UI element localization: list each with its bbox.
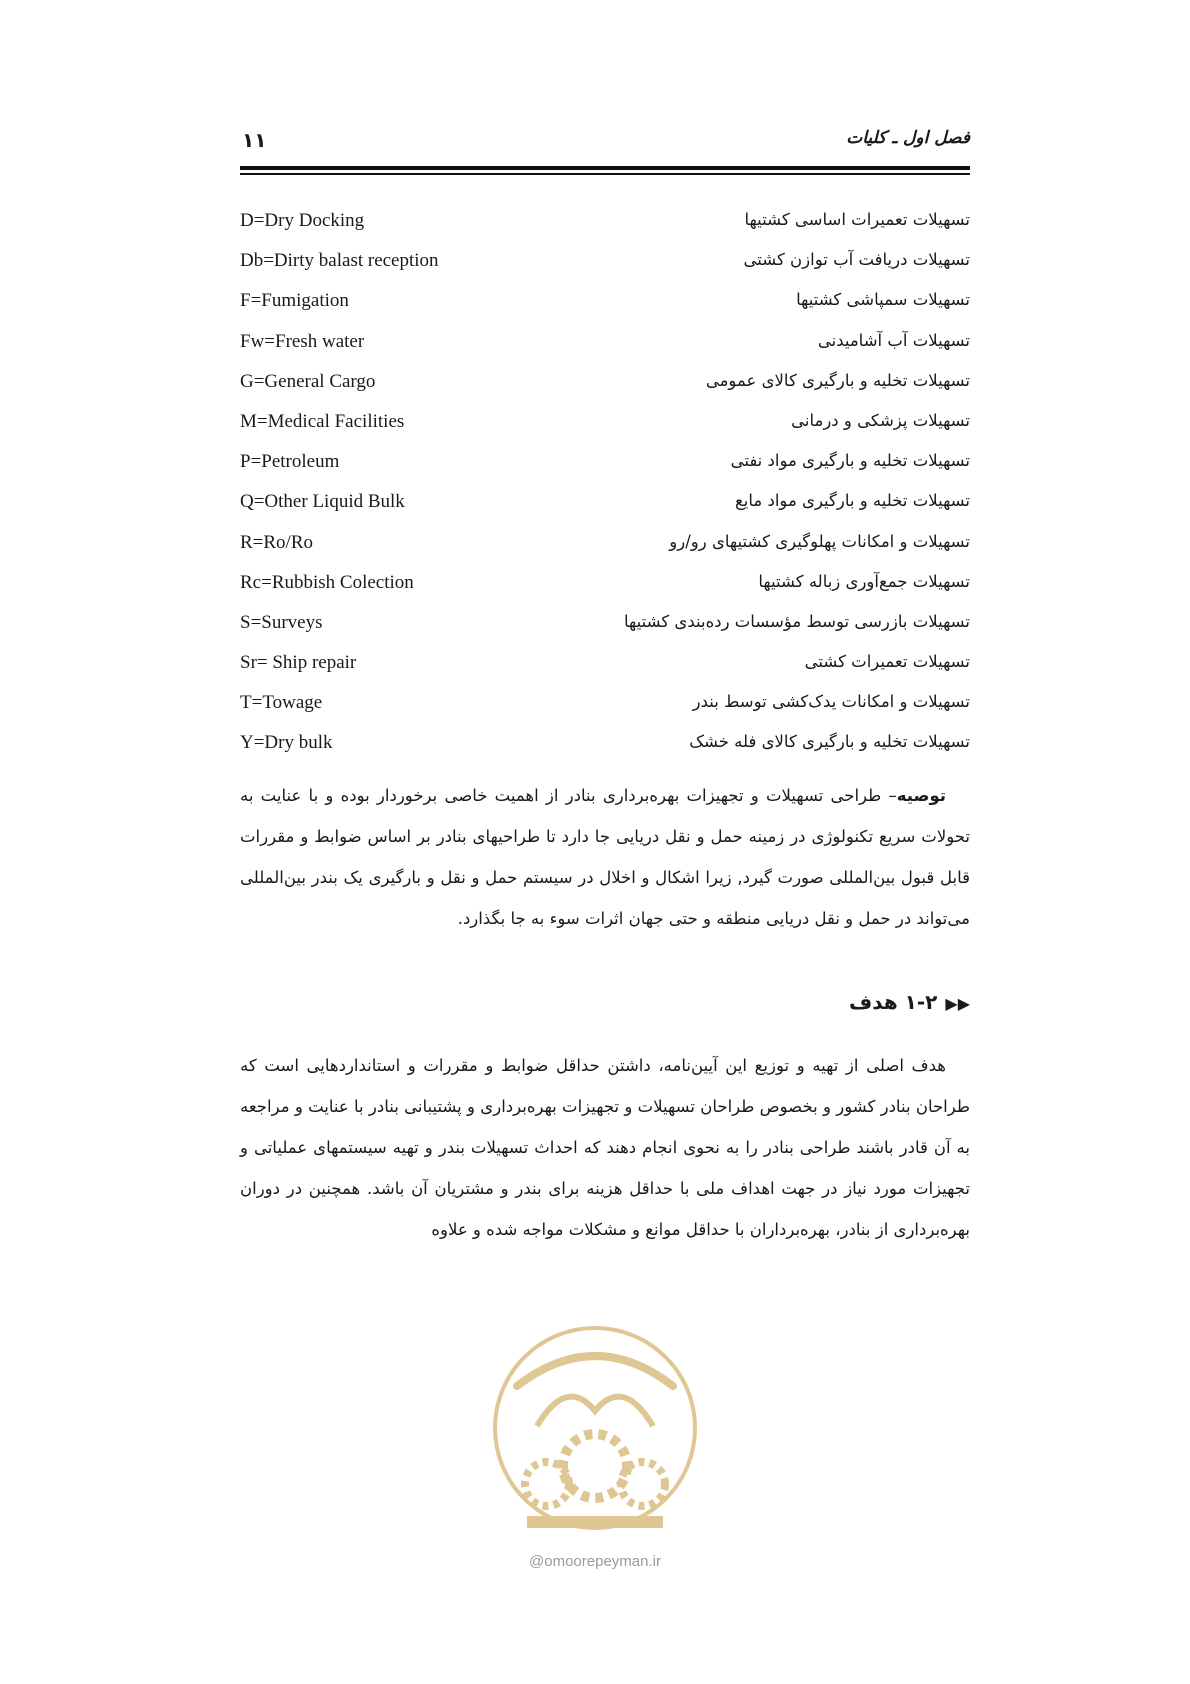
abbreviation-row (240, 692, 970, 732)
abbreviation-code: G=General Cargo (240, 370, 376, 392)
watermark-url-text: omoorepeyman.ir (544, 1553, 661, 1570)
abbreviation-row (240, 652, 970, 692)
double-arrow-icon: ▶▶ (945, 994, 970, 1013)
abbreviation-row (240, 250, 970, 290)
abbreviation-row (240, 411, 970, 451)
abbreviation-row (240, 532, 970, 572)
abbreviation-meaning: تسهیلات دریافت آب توازن کشتی (743, 250, 970, 270)
abbreviation-row (240, 371, 970, 411)
abbreviation-meaning: تسهیلات پزشکی و درمانی (791, 410, 970, 430)
header-rule-thick (240, 166, 970, 170)
abbreviation-meaning: تسهیلات تخلیه و بارگیری مواد نفتی (730, 451, 970, 471)
abbreviation-row (240, 732, 970, 772)
section-heading (849, 990, 970, 1014)
abbreviation-code: Fw=Fresh water (240, 330, 365, 352)
abbreviation-meaning: تسهیلات تخلیه و بارگیری کالای عمومی (705, 370, 970, 390)
abbreviation-meaning: تسهیلات سمپاشی کشتیها (796, 290, 970, 310)
abbreviation-meaning: تسهیلات تخلیه و بارگیری کالای فله خشک (689, 732, 970, 752)
abbreviation-code: M=Medical Facilities (240, 410, 405, 432)
abbreviation-code: T=Towage (240, 692, 323, 714)
section-heading-text: ۱-۲ هدف (849, 990, 938, 1014)
recommendation-paragraph (240, 775, 970, 939)
abbreviation-code: Rc=Rubbish Colection (240, 571, 414, 593)
watermark-base (527, 1516, 663, 1528)
abbreviation-code: D=Dry Docking (240, 210, 365, 231)
abbreviation-list (240, 210, 970, 773)
header-rule-thin (240, 173, 970, 175)
abbreviation-row (240, 210, 970, 250)
abbreviation-meaning: تسهیلات تخلیه و بارگیری مواد مایع (735, 491, 970, 511)
recommendation-text: – طراحی تسهیلات و تجهیزات بهره‌برداری بنادر از اهمیت خاصی برخوردار بوده و با عنایت به تحولات سریع تکنولوژی در زمینه حمل و نقل دریایی جا دارد تا طراحیهای بنادر بر اساس ضوابط و مقررات قابل قبول بین‌المللی صورت گیرد, زیرا اشکال و اخلال در سیستم حمل و نقل و بارگیری یک بندر بین‌المللی می‌تواند در حمل و نقل دریایی منطقه و حتی جهان اثرات سوء به جا بگذارد. (240, 786, 970, 928)
abbreviation-meaning: تسهیلات بازرسی توسط مؤسسات رده‌بندی کشتیها (624, 611, 970, 631)
abbreviation-code: F=Fumigation (240, 290, 349, 312)
page-header (240, 128, 970, 168)
abbreviation-row (240, 451, 970, 491)
abbreviation-meaning: تسهیلات و امکانات پهلوگیری کشتیهای رو/رو (669, 531, 970, 551)
watermark-calligraphy (537, 1397, 653, 1426)
abbreviation-code: Db=Dirty balast reception (240, 250, 439, 272)
abbreviation-code: R=Ro/Ro (240, 531, 314, 553)
abbreviation-code: Q=Other Liquid Bulk (240, 491, 405, 513)
goal-paragraph-text: هدف اصلی از تهیه و توزیع این آیین‌نامه، داشتن حداقل ضوابط و مقررات و استانداردهایی است که طراحان بنادر کشور و بخصوص طراحان تسهیلات و تجهیزات بهره‌برداری و پشتیبانی بنادر با عنایت و مراجعه به آن قادر باشند طراحی بنادر را به نحوی انجام دهند که احداث تسهیلات بندر و تهیه سیستمهای عملیاتی و تجهیزات مورد نیاز در جهت اهداف ملی با حداقل هزینه برای بندر و مشتریان آن باشد. همچنین در دوران بهره‌برداری از بنادر، بهره‌برداران با حداقل موانع و مشکلات مواجه شده و علاوه (240, 1056, 970, 1239)
goal-paragraph (240, 1045, 970, 1250)
abbreviation-code: S=Surveys (240, 611, 323, 633)
abbreviation-row (240, 290, 970, 330)
chapter-title: فصل اول ـ کلیات (846, 128, 970, 148)
abbreviation-meaning: تسهیلات و امکانات یدک‌کشی توسط بندر (692, 692, 970, 712)
abbreviation-meaning: تسهیلات تعمیرات کشتی (804, 652, 970, 672)
abbreviation-code: Y=Dry bulk (240, 732, 333, 754)
abbreviation-meaning: تسهیلات تعمیرات اساسی کشتیها (744, 210, 970, 229)
watermark-url (0, 1553, 1190, 1570)
watermark-logo (487, 1316, 703, 1556)
abbreviation-code: P=Petroleum (240, 451, 340, 473)
abbreviation-meaning: تسهیلات آب آشامیدنی (817, 330, 970, 350)
abbreviation-row (240, 612, 970, 652)
abbreviation-row (240, 331, 970, 371)
abbreviation-row (240, 572, 970, 612)
recommendation-lead: توصیه (896, 786, 946, 805)
abbreviation-row (240, 491, 970, 531)
abbreviation-code: Sr= Ship repair (240, 652, 357, 674)
watermark-swoosh (517, 1356, 673, 1386)
page-number: ۱۱ (242, 128, 267, 152)
abbreviation-meaning: تسهیلات جمع‌آوری زباله کشتیها (758, 571, 970, 591)
gear-icon (525, 1462, 569, 1506)
at-icon: @ (529, 1553, 545, 1570)
